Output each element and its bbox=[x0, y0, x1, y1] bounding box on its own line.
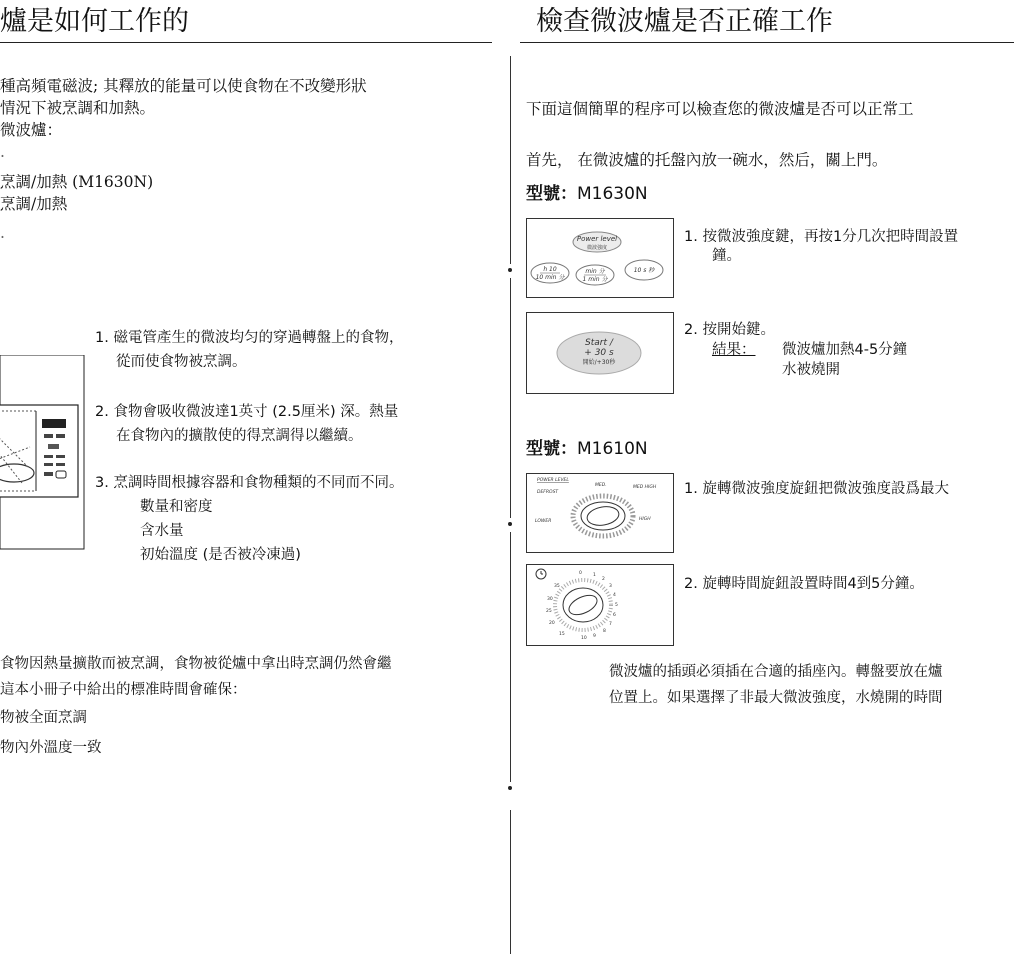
timer-mark-1: 1 bbox=[593, 573, 596, 578]
h10-bottom-label: 10 min 分 bbox=[535, 274, 565, 281]
left-point-3-sub-1: 數量和密度 bbox=[140, 499, 213, 515]
timer-mark-3: 3 bbox=[609, 584, 612, 589]
model-number: M1630N bbox=[577, 184, 648, 204]
timer-mark-35: 35 bbox=[554, 584, 560, 589]
left-point-2-line-1: 2. 食物會吸收微波達1英寸 (2.5厘米) 深。熱量 bbox=[95, 404, 399, 420]
result-line-1: 微波爐加熱4-5分鐘 bbox=[782, 342, 908, 358]
right-intro-line-1: 下面這個簡單的程序可以檢查您的微波爐是否可以正常工 bbox=[526, 100, 914, 118]
dial-defrost-label: DEFROST bbox=[537, 490, 559, 495]
power-level-label: Power level bbox=[576, 235, 618, 243]
gutter-dot-1 bbox=[508, 268, 512, 272]
step-2-line-1: 2. 按開始鍵。 bbox=[684, 322, 775, 338]
dial-lower-label: LOWER bbox=[535, 519, 552, 524]
dial-med-high-label: MED HIGH bbox=[633, 485, 657, 490]
left-intro-line-4: . bbox=[0, 143, 5, 161]
left-title-rule bbox=[0, 42, 492, 43]
gutter-line-2 bbox=[510, 278, 511, 518]
control-panel-power-level bbox=[526, 218, 674, 298]
timer-mark-10: 10 bbox=[581, 636, 587, 641]
note-line-1: 微波爐的插頭必須插在合適的插座內。轉盤要放在爐 bbox=[609, 664, 943, 680]
right-intro-line-2: 首先， 在微波爐的托盤內放一碗水，然后，關上門。 bbox=[526, 151, 888, 169]
control-panel-start bbox=[526, 312, 674, 394]
start-label-2: + 30 s bbox=[584, 348, 614, 358]
left-point-1-line-1: 1. 磁電管產生的微波均匀的穿過轉盤上的食物， bbox=[95, 330, 404, 346]
timer-mark-5: 5 bbox=[615, 603, 618, 608]
left-intro-line-7: . bbox=[0, 224, 5, 242]
left-bottom-line-4: 物內外溫度一致 bbox=[0, 740, 102, 756]
step-4: 2. 旋轉時間旋鈕設置時間4到5分鐘。 bbox=[684, 576, 924, 592]
step-1-line-1: 1. 按微波強度鍵，再按1分几次把時間設置 bbox=[684, 229, 959, 245]
left-intro-line-3: 微波爐： bbox=[0, 121, 63, 139]
power-level-cn-label: 微波強度 bbox=[586, 245, 608, 251]
timer-mark-30: 30 bbox=[547, 597, 553, 602]
left-point-1-line-2: 從而使食物被烹調。 bbox=[116, 354, 247, 370]
timer-mark-7: 7 bbox=[609, 622, 612, 627]
note-line-2: 位置上。如果選擇了非最大微波強度，水燒開的時間 bbox=[609, 690, 943, 706]
dial-med-label: MED. bbox=[595, 483, 607, 488]
control-panel-timer-dial bbox=[526, 564, 674, 646]
model-number: M1610N bbox=[577, 439, 648, 459]
left-bottom-line-2: 這本小冊子中給出的標准時間會確保： bbox=[0, 682, 247, 698]
timer-mark-25: 25 bbox=[546, 609, 552, 614]
left-page-title: 爐是如何工作的 bbox=[0, 6, 189, 37]
left-intro-line-5: 烹調/加熱 (M1630N) bbox=[0, 173, 154, 191]
dial-power-level-label: POWER LEVEL bbox=[537, 478, 569, 483]
left-point-3-line-1: 3. 烹調時間根據容器和食物種類的不同而不同。 bbox=[95, 475, 404, 491]
h10-top-label: h 10 bbox=[543, 266, 557, 273]
model-label: 型號： bbox=[526, 184, 577, 204]
control-panel-power-dial bbox=[526, 473, 674, 553]
timer-mark-20: 20 bbox=[549, 621, 555, 626]
step-1-line-2: 鐘。 bbox=[712, 248, 741, 264]
left-point-2-line-2: 在食物內的擴散使的得烹調得以繼續。 bbox=[116, 428, 363, 444]
timer-mark-8: 8 bbox=[603, 629, 606, 634]
right-page-title: 檢查微波爐是否正確工作 bbox=[536, 6, 833, 37]
model-heading-2 bbox=[526, 438, 648, 460]
step-3: 1. 旋轉微波強度旋鈕把微波強度設爲最大 bbox=[684, 481, 949, 497]
gutter-line-3 bbox=[510, 532, 511, 782]
timer-mark-6: 6 bbox=[613, 613, 616, 618]
left-point-3-sub-3: 初始溫度 (是否被冷凍過) bbox=[140, 547, 301, 563]
left-intro-line-1: 種高頻電磁波; 其釋放的能量可以使食物在不改變形狀 bbox=[0, 77, 367, 95]
microwave-diagram bbox=[0, 355, 86, 551]
result-line-2: 水被燒開 bbox=[782, 362, 840, 378]
gutter-line-4 bbox=[510, 810, 511, 954]
timer-mark-4: 4 bbox=[613, 593, 616, 598]
timer-mark-9: 9 bbox=[593, 634, 596, 639]
start-label-1: Start / bbox=[585, 338, 613, 348]
start-label-3: 開始/+30秒 bbox=[582, 359, 616, 366]
s10-label: 10 s 秒 bbox=[633, 267, 655, 274]
timer-mark-15: 15 bbox=[559, 632, 565, 637]
left-intro-line-2: 情況下被烹調和加熱。 bbox=[0, 99, 156, 117]
model-heading-1 bbox=[526, 183, 648, 205]
timer-mark-0: 0 bbox=[579, 571, 582, 576]
gutter-dot-3 bbox=[508, 786, 512, 790]
left-point-3-sub-2: 含水量 bbox=[140, 523, 184, 539]
min1-bottom-label: 1 min 分 bbox=[582, 276, 608, 283]
gutter-dot-2 bbox=[508, 522, 512, 526]
result-label: 結果： bbox=[712, 342, 756, 358]
right-title-rule bbox=[520, 42, 1014, 43]
left-bottom-line-3: 物被全面烹調 bbox=[0, 710, 87, 726]
timer-mark-2: 2 bbox=[602, 577, 605, 582]
left-intro-line-6: 烹調/加熱 bbox=[0, 195, 68, 213]
model-label: 型號： bbox=[526, 439, 577, 459]
gutter-line-1 bbox=[510, 56, 511, 264]
min1-top-label: min 分 bbox=[585, 268, 605, 275]
left-bottom-line-1: 食物因熱量擴散而被烹調，食物被從爐中拿出時烹調仍然會繼 bbox=[0, 656, 392, 672]
dial-high-label: HIGH bbox=[639, 517, 651, 522]
